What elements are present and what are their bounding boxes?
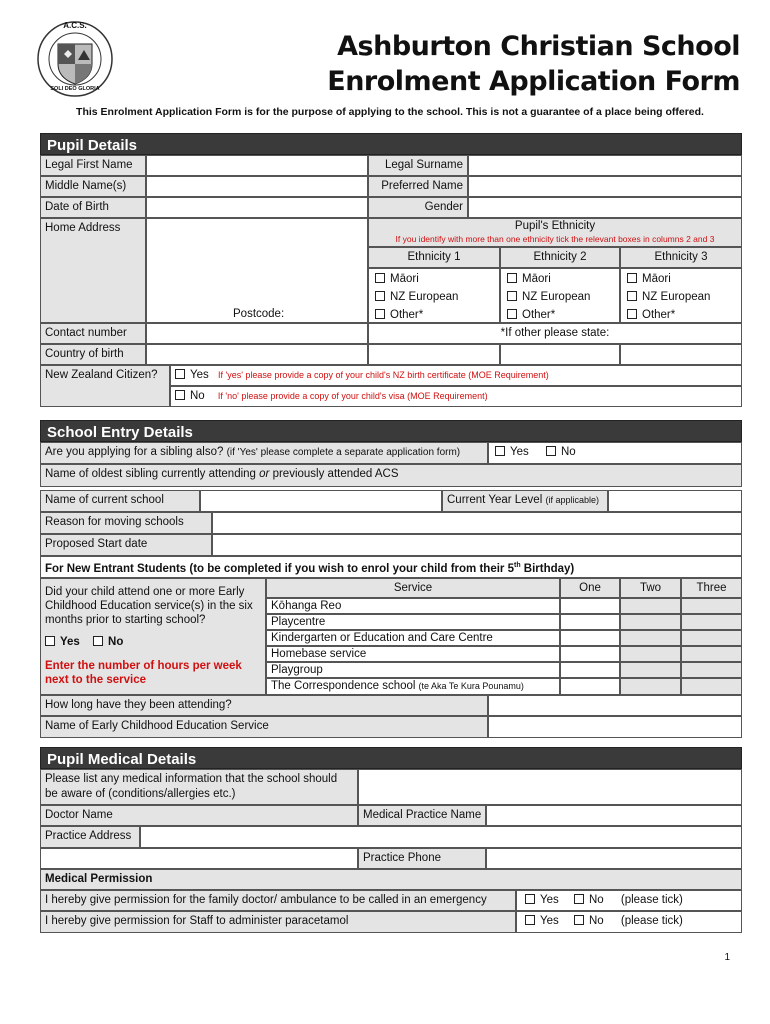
nz-citizen-yes[interactable]: Yes [175, 369, 209, 381]
current-school-label: Name of current school [40, 490, 200, 512]
sibling-no[interactable]: No [546, 446, 576, 458]
permission-2-label: I hereby give permission for Staff to administer paracetamol [40, 911, 516, 933]
nz-citizen-no-note: If 'no' please provide a copy of your child's visa (MOE Requirement) [217, 391, 488, 401]
checkbox[interactable] [507, 291, 517, 301]
service-hours-two-field[interactable] [620, 614, 681, 630]
ethnicity-2-maori[interactable]: Māori [507, 270, 613, 288]
ethnicity-1-maori[interactable]: Māori [375, 270, 493, 288]
one-header: One [560, 578, 620, 598]
school-crest [36, 20, 114, 98]
doctor-field[interactable] [40, 805, 358, 826]
checkbox[interactable] [525, 915, 535, 925]
reason-label: Reason for moving schools [40, 512, 212, 534]
current-school-field[interactable] [200, 490, 442, 512]
permission-2-answer [516, 911, 742, 933]
service-hours-two-field[interactable] [620, 646, 681, 662]
form-title: Enrolment Application Form [327, 66, 740, 97]
postcode-label: Postcode: [233, 308, 285, 320]
service-hours-three-field[interactable] [681, 614, 742, 630]
middle-names-label: Middle Name(s) [40, 176, 146, 197]
checkbox[interactable] [525, 894, 535, 904]
ethnicity-1-header: Ethnicity 1 [368, 247, 500, 268]
checkbox[interactable] [375, 309, 385, 319]
service-hours-three-field[interactable] [681, 662, 742, 678]
ethnicity-2-header: Ethnicity 2 [500, 247, 620, 268]
gender-field[interactable] [468, 197, 742, 218]
service-hours-one-field[interactable] [560, 646, 620, 662]
service-header: Service [266, 578, 560, 598]
current-year-field[interactable] [608, 490, 742, 512]
service-hours-three-field[interactable] [681, 678, 742, 695]
medical-info-label: Please list any medical information that the school should be aware of (conditions/allergies etc.) [40, 769, 358, 805]
service-row-label [266, 630, 560, 646]
page-number: 1 [724, 952, 730, 963]
service-hours-one-field[interactable] [560, 630, 620, 646]
start-date-label: Proposed Start date [40, 534, 212, 556]
oldest-sibling-field[interactable] [405, 464, 742, 487]
medical-permission-heading: Medical Permission [40, 869, 742, 890]
gender-label: Gender [368, 197, 468, 218]
practice-name-label: Medical Practice Name [358, 805, 486, 826]
service-hours-one-field[interactable] [560, 678, 620, 695]
ece-name-label: Name of Early Childhood Education Service [40, 716, 488, 738]
pupil-details-heading: Pupil Details [40, 133, 742, 155]
service-name: Playgroup [271, 664, 323, 676]
ethnicity-3-nz-european[interactable]: NZ European [627, 288, 735, 306]
checkbox[interactable] [175, 390, 185, 400]
reason-field[interactable] [212, 512, 742, 534]
checkbox[interactable] [175, 369, 185, 379]
service-hours-two-field[interactable] [620, 598, 681, 614]
service-hours-one-field[interactable] [560, 662, 620, 678]
ethnicity-3-header: Ethnicity 3 [620, 247, 742, 268]
checkbox[interactable] [627, 291, 637, 301]
practice-address-field-2[interactable] [40, 848, 358, 869]
service-hours-one-field[interactable] [560, 614, 620, 630]
legal-first-name-field[interactable] [146, 155, 368, 176]
home-address-label: Home Address [40, 218, 146, 323]
checkbox[interactable] [507, 273, 517, 283]
ethnicity-title: Pupil's Ethnicity [514, 220, 596, 232]
medical-info-field[interactable] [358, 769, 742, 805]
preferred-name-label: Preferred Name [368, 176, 468, 197]
ethnicity-title-cell [368, 218, 742, 247]
nz-citizen-yes-note: If 'yes' please provide a copy of your child's NZ birth certificate (MOE Requirement) [217, 370, 549, 380]
checkbox[interactable] [93, 636, 103, 646]
correspondence-note: (te Aka Te Kura Pounamu) [418, 681, 524, 691]
legal-first-name-label: Legal First Name [40, 155, 146, 176]
checkbox[interactable] [546, 446, 556, 456]
practice-address-field[interactable] [140, 826, 742, 848]
ethnicity-2-nz-european[interactable]: NZ European [507, 288, 613, 306]
three-header: Three [681, 578, 742, 598]
other-ethnicity-label: *If other please state: [368, 323, 742, 344]
practice-address-label: Practice Address [40, 826, 140, 848]
dob-field[interactable] [146, 197, 368, 218]
school-name: Ashburton Christian School [337, 31, 740, 62]
permission-1-no[interactable]: No [574, 894, 604, 906]
medical-heading: Pupil Medical Details [40, 747, 742, 769]
ece-question: Did your child attend one or more Early Childhood Education service(s) in the six months prior to starting school? [45, 586, 253, 626]
ethnicity-3-maori[interactable]: Māori [627, 270, 735, 288]
checkbox[interactable] [495, 446, 505, 456]
ece-yes[interactable]: Yes [45, 636, 80, 648]
ethnicity-3-options [620, 268, 742, 323]
please-tick-note: (please tick) [620, 894, 683, 906]
other-ethnicity-1-field[interactable] [368, 344, 500, 365]
ethnicity-1-other[interactable]: Other* [375, 306, 493, 323]
service-name: The Correspondence school [271, 680, 416, 692]
ethnicity-2-other[interactable]: Other* [507, 306, 613, 323]
service-hours-three-field[interactable] [681, 598, 742, 614]
ethnicity-note: If you identify with more than one ethnicity tick the relevant boxes in columns 2 and 3 [395, 234, 715, 244]
country-of-birth-label: Country of birth [40, 344, 146, 365]
sibling-yes[interactable]: Yes [495, 446, 529, 458]
ethnicity-1-options [368, 268, 500, 323]
doctor-label: Doctor Name [40, 805, 358, 826]
checkbox[interactable] [574, 915, 584, 925]
contact-number-field[interactable] [146, 323, 368, 344]
service-row-label [266, 662, 560, 678]
checkbox[interactable] [375, 273, 385, 283]
permission-2-no[interactable]: No [574, 915, 604, 927]
service-row-label [266, 598, 560, 614]
home-address-field[interactable] [146, 218, 368, 323]
checkbox[interactable] [627, 309, 637, 319]
legal-surname-field[interactable] [468, 155, 742, 176]
ece-no[interactable]: No [93, 636, 123, 648]
service-hours-two-field[interactable] [620, 678, 681, 695]
new-entrant-heading: For New Entrant Students (to be completed if you wish to enrol your child from their 5th Birthday) [40, 556, 742, 578]
service-hours-one-field[interactable] [560, 598, 620, 614]
current-year-label: Current Year Level (if applicable) [442, 490, 608, 512]
oldest-sibling-label: Name of oldest sibling currently attending or previously attended ACS [40, 464, 742, 487]
practice-phone-field[interactable] [486, 848, 742, 869]
how-long-label: How long have they been attending? [40, 695, 488, 716]
service-name: Homebase service [271, 648, 367, 660]
ece-question-cell [40, 578, 266, 695]
crest-top-text: A.C.S. [63, 21, 87, 30]
service-row-label [266, 678, 560, 695]
hours-note: Enter the number of hours per week next to the service [45, 660, 242, 686]
ethnicity-3-other[interactable]: Other* [627, 306, 735, 323]
practice-phone-label: Practice Phone [358, 848, 486, 869]
service-row-label [266, 646, 560, 662]
permission-1-label: I hereby give permission for the family doctor/ ambulance to be called in an emergency [40, 890, 516, 911]
nz-citizen-label: New Zealand Citizen? [40, 365, 170, 407]
service-row-label [266, 614, 560, 630]
nz-citizen-yes-row [170, 365, 742, 386]
sibling-answer [488, 442, 742, 464]
other-ethnicity-3-field[interactable] [620, 344, 742, 365]
checkbox[interactable] [627, 273, 637, 283]
checkbox[interactable] [574, 894, 584, 904]
please-tick-note: (please tick) [620, 915, 683, 927]
ece-yes-no [45, 635, 261, 649]
service-name: Kōhanga Reo [271, 600, 342, 612]
how-long-field[interactable] [488, 695, 742, 716]
service-hours-two-field[interactable] [620, 630, 681, 646]
ethnicity-2-options [500, 268, 620, 323]
start-date-field[interactable] [212, 534, 742, 556]
middle-names-field[interactable] [146, 176, 368, 197]
checkbox[interactable] [45, 636, 55, 646]
country-of-birth-field[interactable] [146, 344, 368, 365]
two-header: Two [620, 578, 681, 598]
nz-citizen-no[interactable]: No [175, 390, 205, 402]
sibling-question: Are you applying for a sibling also? (if 'Yes' please complete a separate application form) [40, 442, 488, 464]
service-hours-two-field[interactable] [620, 662, 681, 678]
contact-number-label: Contact number [40, 323, 146, 344]
practice-name-field[interactable] [486, 805, 742, 826]
crest-motto-text: SOLI DEO GLORIA [50, 86, 100, 92]
service-hours-three-field[interactable] [681, 630, 742, 646]
service-name: Playcentre [271, 616, 326, 628]
ethnicity-1-nz-european[interactable]: NZ European [375, 288, 493, 306]
permission-1-yes[interactable]: Yes [525, 894, 559, 906]
dob-label: Date of Birth [40, 197, 146, 218]
school-entry-heading: School Entry Details [40, 420, 742, 442]
other-ethnicity-2-field[interactable] [500, 344, 620, 365]
service-name: Kindergarten or Education and Care Centre [271, 632, 493, 644]
nz-citizen-no-row [170, 386, 742, 407]
preferred-name-field[interactable] [468, 176, 742, 197]
service-hours-three-field[interactable] [681, 646, 742, 662]
permission-1-answer [516, 890, 742, 911]
legal-surname-label: Legal Surname [368, 155, 468, 176]
checkbox[interactable] [375, 291, 385, 301]
permission-2-yes[interactable]: Yes [525, 915, 559, 927]
ece-name-field[interactable] [488, 716, 742, 738]
checkbox[interactable] [507, 309, 517, 319]
notice-text: This Enrolment Application Form is for the purpose of applying to the school. This is not a guarantee of a place being offered. [76, 106, 704, 118]
